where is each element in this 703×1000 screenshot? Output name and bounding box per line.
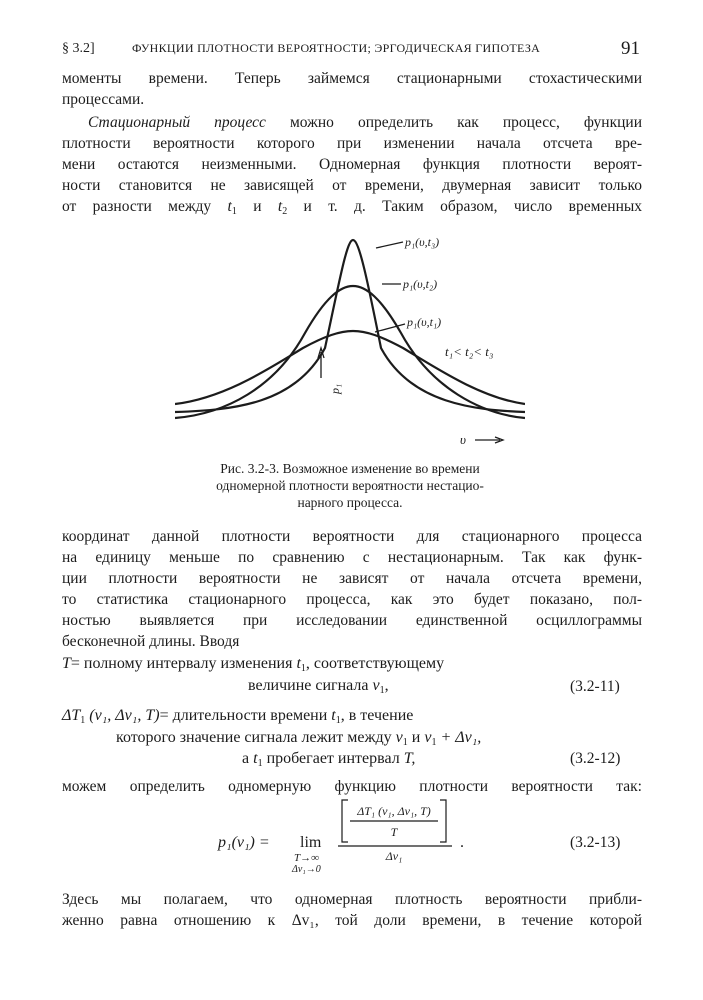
inner-numerator: ΔT₁ (v₁, Δv₁, T) bbox=[357, 804, 431, 818]
equation-number-3-2-13: (3.2-13) bbox=[570, 834, 621, 851]
paragraph-5 bbox=[62, 889, 642, 931]
equation-3-2-12-line2: которого значение сигнала лежит между $v_1$ и $v_1 + \Delta v_1$, bbox=[116, 729, 482, 748]
equation-3-2-12-line1: $\Delta T_1$ (v₁, Δv₁, T)= длительности времени $t_1$, в течение bbox=[62, 707, 414, 726]
curve-p1-t1 bbox=[175, 331, 525, 404]
inner-denominator: T bbox=[390, 825, 398, 839]
paragraph-1 bbox=[62, 68, 642, 110]
text-line: координат данной плотности вероятности для стационарного процесса bbox=[62, 528, 642, 545]
y-axis-label: p₁ bbox=[328, 383, 342, 394]
equation-number-3-2-11: (3.2-11) bbox=[570, 678, 620, 695]
outer-denominator: Δv₁ bbox=[385, 849, 403, 863]
page-header bbox=[62, 38, 640, 64]
paragraph-3 bbox=[62, 526, 642, 652]
equation-3-2-13-lhs: p₁(v₁) = bbox=[218, 834, 270, 851]
label-p1-t1: p₁(υ,t₁) bbox=[407, 315, 442, 329]
paragraph-4 bbox=[62, 776, 642, 797]
curve-p1-t3 bbox=[175, 240, 525, 412]
text-line: мени остаются неизменными. Одномерная функция плотности вероят- bbox=[62, 156, 642, 173]
equation-3-2-11-line1: T= полному интервалу изменения $t_1$, соответствующему bbox=[62, 655, 445, 674]
figure-caption: Рис. 3.2-3. Возможное изменение во времени одномерной плотности вероятности нестацио- нарного процесса. bbox=[216, 461, 484, 510]
text-line: плотности вероятности которого при изменении начала отсчета вре- bbox=[62, 135, 642, 152]
text-line: ностью выявляется при исследовании единственной осциллограммы bbox=[62, 612, 642, 629]
label-p1-t2: p₁(υ,t₂) bbox=[403, 277, 438, 291]
density-figure bbox=[175, 228, 525, 458]
equation-3-2-13-fraction bbox=[336, 796, 460, 864]
paragraph-2 bbox=[62, 112, 642, 217]
running-head: ФУНКЦИИ ПЛОТНОСТИ ВЕРОЯТНОСТИ; ЭРГОДИЧЕСКАЯ ГИПОТЕЗА bbox=[132, 41, 541, 55]
term-stationary-process: Стационарный процесс bbox=[88, 114, 266, 131]
section-ref: § 3.2] bbox=[62, 41, 95, 56]
text-line: то статистика стационарного процесса, как это будет показано, пол- bbox=[62, 591, 642, 608]
text-line: процессами. bbox=[62, 91, 145, 108]
equation-3-2-11-line2: величине сигнала $v_1$, bbox=[248, 677, 389, 696]
label-time-order: t₁< t₂< t₃ bbox=[445, 344, 494, 359]
equation-3-2-13-dot: . bbox=[460, 834, 464, 851]
text-line: на единицу меньше по сравнению с нестационарным. Так как функ- bbox=[62, 549, 642, 566]
label-p1-t3: p₁(υ,t₃) bbox=[405, 235, 440, 249]
text-line: ции плотности вероятности не зависят от начала отсчета времени, bbox=[62, 570, 642, 587]
text-line: бесконечной длины. Вводя bbox=[62, 633, 240, 650]
text-line: Здесь мы полагаем, что одномерная плотность вероятности прибли- bbox=[62, 891, 642, 908]
text-line: ности становится не зависящей от времени, двумерная зависит только bbox=[62, 177, 642, 194]
equation-3-2-13-cond2: Δv₁→0 bbox=[292, 864, 321, 875]
equation-3-2-12-line3: а $t_1$ пробегает интервал T, bbox=[242, 750, 416, 769]
text-line: женно равна отношению к Δv₁, той доли времени, в течение которой bbox=[62, 912, 642, 929]
x-axis-label: υ bbox=[460, 432, 466, 447]
text-line: Стационарный процесс можно определить как процесс, функции bbox=[88, 114, 642, 131]
text-line: от разности между $t_1$ и $t_2$ и т. д. Таким образом, число временных bbox=[62, 198, 643, 217]
equation-number-3-2-12: (3.2-12) bbox=[570, 750, 621, 767]
equation-3-2-13-cond1: T→∞ bbox=[294, 852, 319, 864]
text-line: моменты времени. Теперь займемся стационарными стохастическими bbox=[62, 70, 642, 87]
text-line: можем определить одномерную функцию плотности вероятности так: bbox=[62, 778, 642, 795]
equation-3-2-13-lim: lim bbox=[300, 834, 322, 851]
page-number: 91 bbox=[621, 38, 640, 59]
